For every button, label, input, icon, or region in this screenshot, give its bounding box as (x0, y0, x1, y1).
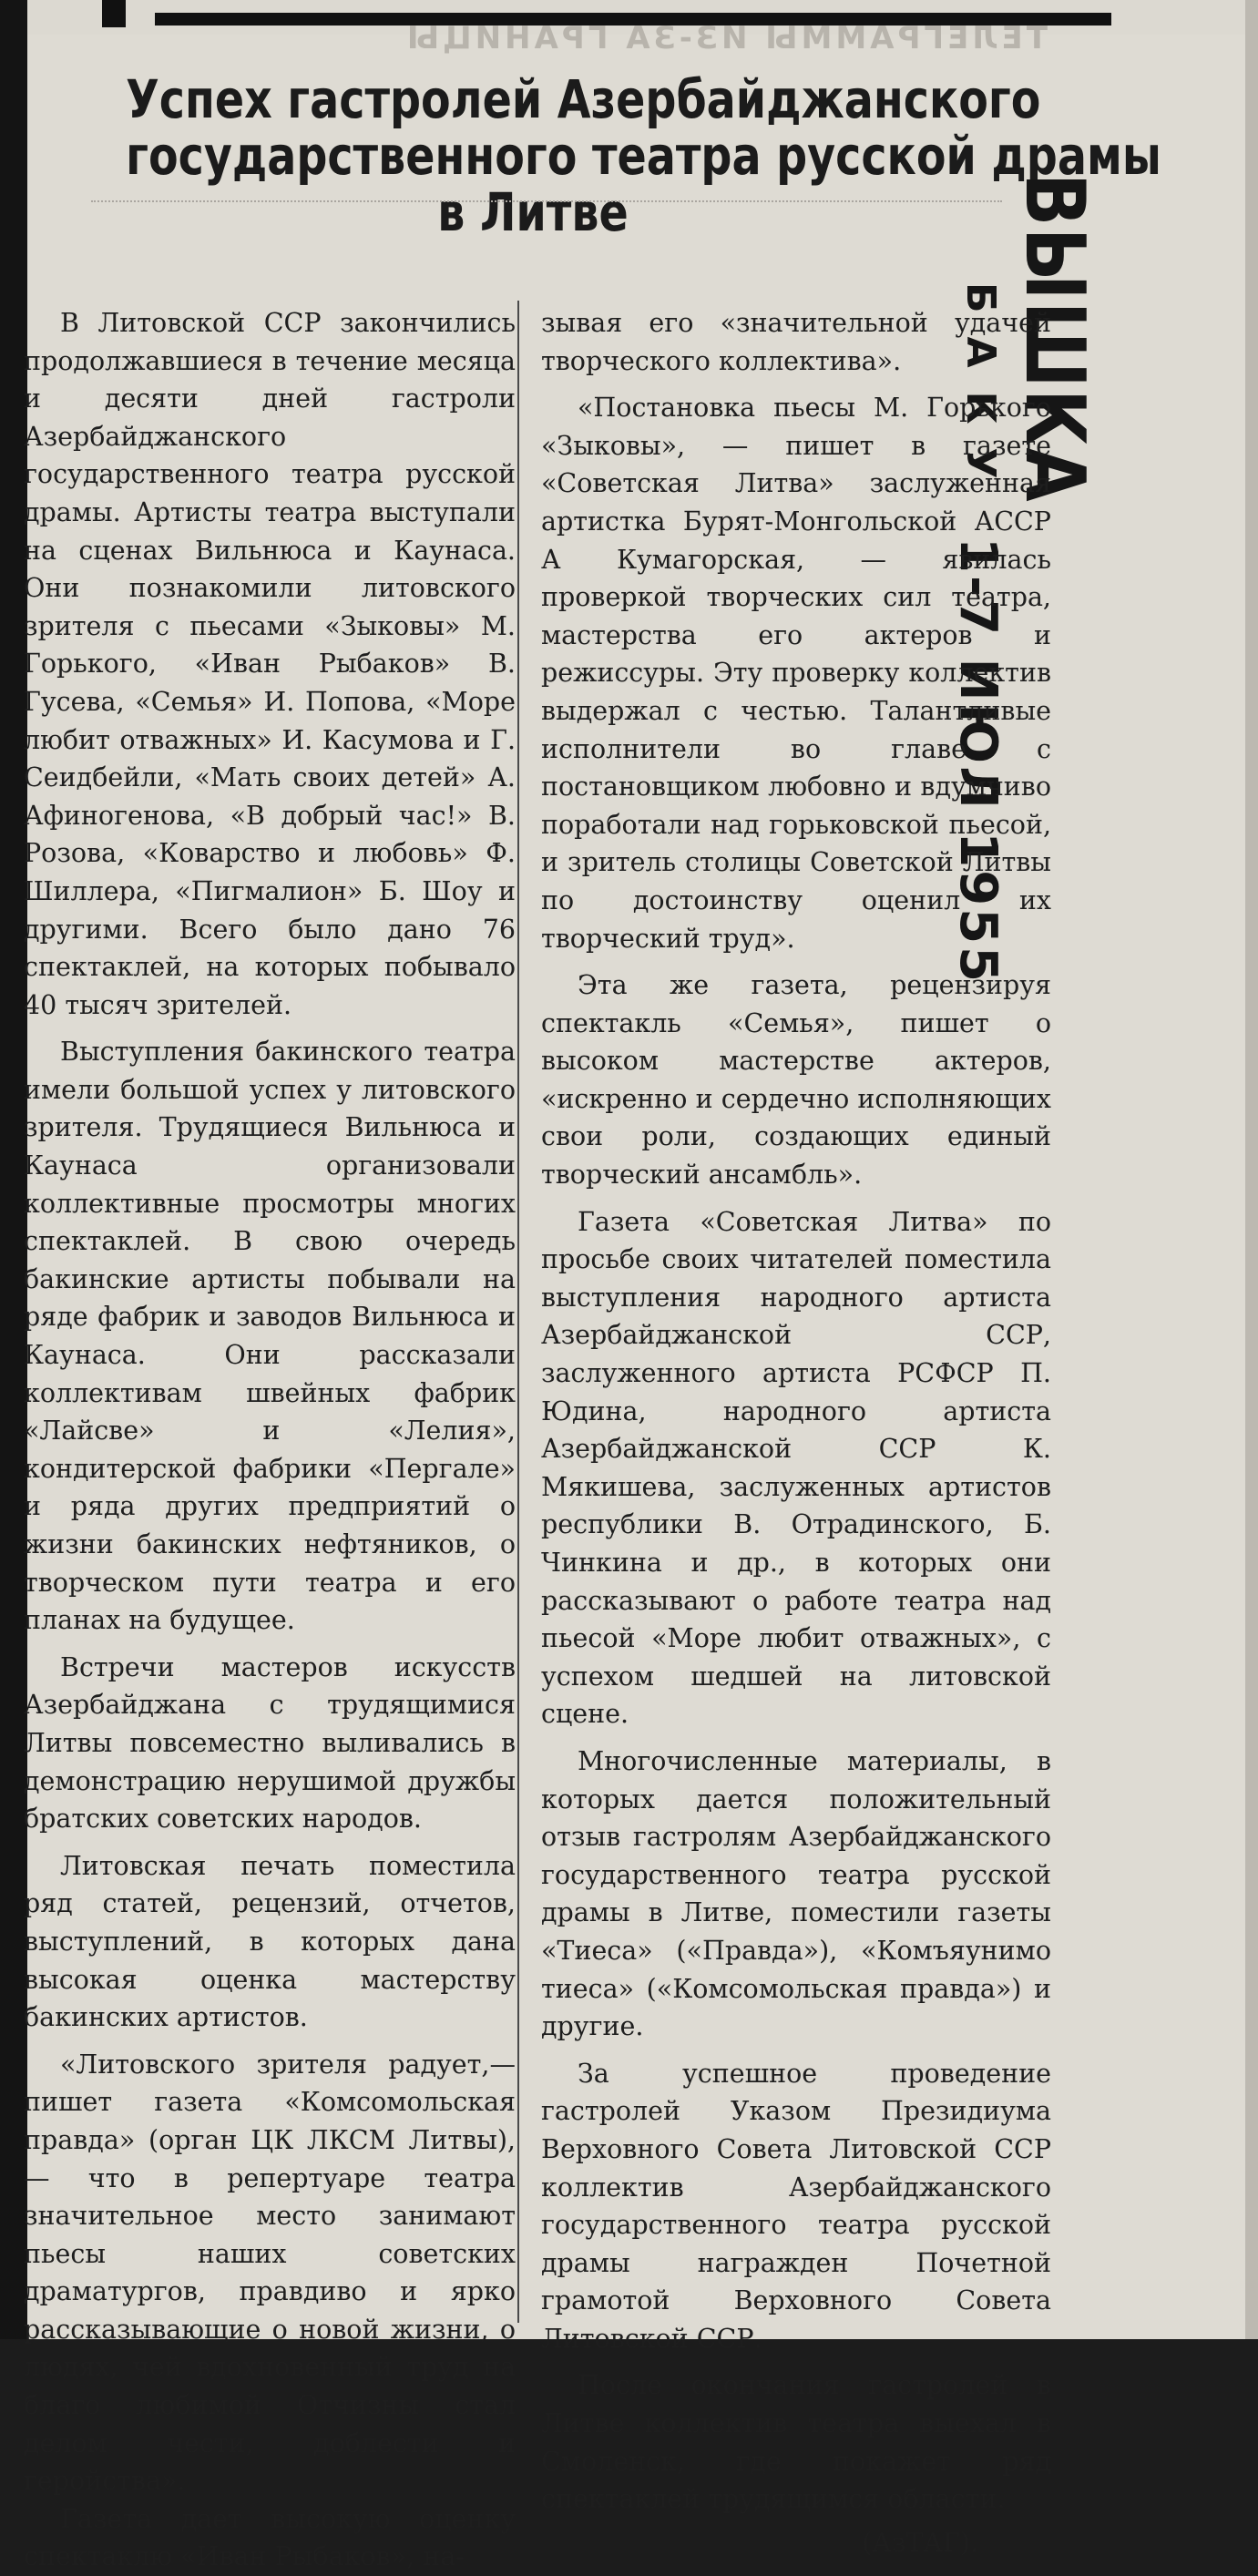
paragraph: Встречи мастеров искусств Азербайджана с трудящимися Литвы повсеместно выливались в демонстрацию нерушимой дружбы братских советских народов. (24, 1651, 516, 1835)
paragraph: Многочисленные материалы, в которых дается положительный отзыв гастролям Азербайджанского государственного театра русской драмы в Литве, поместили газеты «Тиеса» («Правда»), «Комъяунимо тиеса» («Комсомольская правда») и другие. (541, 1745, 1051, 2042)
paragraph: В Литовской ССР закончились продолжавшиеся в течение месяца и десяти дней гастроли Азербайджанского государственного театра русской драмы. Артисты театра выступали на сценах Вильнюса и Каунаса. Они познакомили литовского зрителя с пьесами «Зыковы» М. Горького, «Иван Рыбаков» В. Гусева, «Семья» И. Попова, «Море любит отважных» И. Касумова и Г. Сеидбейли, «Мать своих детей» А. Афиногенова, «В добрый час!» В. Розова, «Коварство и любовь» Ф. Шиллера, «Пигмалион» Б. Шоу и другими. Всего было дано 76 спектаклей, на которых побывало 40 тысяч зрителей. (24, 308, 516, 1020)
paragraph: Литовская печать поместила ряд статей, рецензий, отчетов, выступлений, в которых дана высокая оценка мастерству бакинских артистов. (24, 1850, 516, 2033)
paragraph: «Литовского зрителя радует,— пишет газета «Комсомольская правда» (орган ЦК ЛКСМ Литвы), — что в репертуаре театра значительное место занимают пьесы наших советских драматургов, правдиво и ярко рассказывающие о новой жизни, о людях, чей вдохновенный труд на благо любимой Отчизны стал делом чести, доблести и геройства». (24, 2049, 516, 2497)
headline-line: государственного театра русской драмы (126, 125, 1161, 187)
stamp-paper-name: ВЫШКА (1007, 173, 1102, 504)
headline-line: Успех гастролей Азербайджанского (126, 68, 1041, 130)
stamp-city: БАКУ (957, 282, 1004, 503)
paragraph: После окончания гастролей в Литве коллектив театра выехал в Смоленск, где покажет ряд спектаклей трудящимся области. (541, 2370, 1051, 2515)
show-through-lines (91, 200, 1002, 210)
scan-edge-right (1245, 0, 1258, 2339)
paragraph: Выступления бакинского театра имели большой успех у литовского зрителя. Трудящиеся Вильнюса и Каунаса организовали коллективные просмотры многих спектаклей. В свою очередь бакинские артисты побывали на ряде фабрик и заводов Вильнюса и Каунаса. Они рассказали коллективам швейных фабрик «Лайсве» и «Лелия», кондитерской фабрики «Пергале» и ряда других предприятий о жизни бакинских нефтяников, о творческом пути театра и его планах на будущее. (24, 1037, 516, 1636)
paragraph: Эта же газета, рецензируя спектакль «Семья», пишет о высоком мастерстве актеров, «искренно и сердечно исполняющих свои роли, создающих единый творческий ансамбль». (541, 970, 1051, 1191)
previous-article-strip (27, 0, 1245, 56)
column-rule (517, 301, 519, 2323)
rule-block (102, 0, 126, 27)
paragraph: «Постановка пьесы М. Горького «Зыковы», — пишет в газете «Советская Литва» заслуженная артистка Бурят-Монгольской АССР А Кумагорская, — явилась проверкой творческих сил театра, мастерства его актеров и режиссуры. Эту проверку коллектив выдержал с честью. Талантливые исполнители во главе с постановщиком любовно и вдумчиво поработали над горьковской пьесой, и зритель столицы Советской Литвы по достоинству оценил их творческий труд». (541, 393, 1051, 954)
news-agency-signature: (АзТАГ). (862, 2527, 978, 2558)
paragraph: За успешное проведение гастролей Указом Президиума Верховного Совета Литовской ССР коллектив Азербайджанского государственного театра русской драмы награжден Почетной грамотой Верховного Совета Литовской ССР. (541, 2058, 1051, 2354)
paragraph: Газета дает высокую оценку спектаклю «Иван Рыбаков», на- (24, 2503, 516, 2572)
article-headline (36, 68, 1161, 243)
show-through-text: ТЕЛЕГРАММЫ ИЗ-ЗА ГРАНИЦЫ (403, 20, 1048, 56)
article-column-right (541, 304, 1051, 2561)
paragraph: Газета «Советская Литва» по просьбе своих читателей поместила выступления народного артиста Азербайджанской ССР, заслуженного артиста РСФСР П. Юдина, народного артиста Азербайджанской ССР К. Мякишева, заслуженных артистов республики В. Отрадинского, Б. Чинкина и др., в которых они рассказывают о работе театра над пьесой «Море любит отважных», с успехом шедшей на литовской сцене. (541, 1206, 1051, 1730)
headline-line: в Литве (437, 181, 629, 243)
article-column-left (24, 304, 516, 2576)
stamp-date: 1-7 ИЮЛ 1955 (948, 537, 1007, 986)
paragraph: зывая его «значительной удачей творческого коллектива». (541, 308, 1051, 376)
